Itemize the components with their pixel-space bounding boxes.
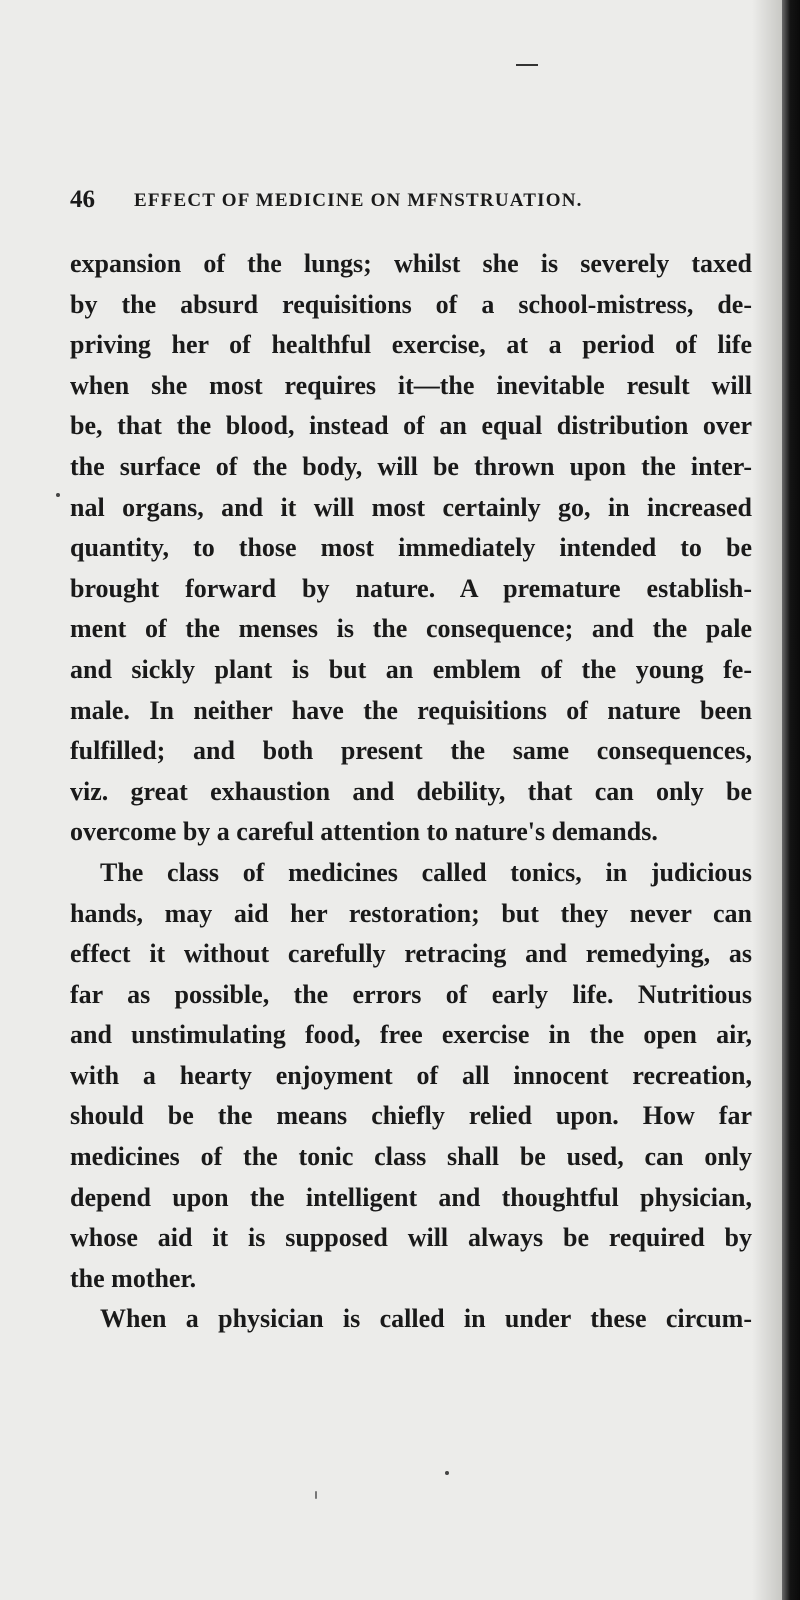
book-binding-edge: [782, 0, 800, 1600]
text-line: by the absurd requisitions of a school-mistress, de-: [70, 289, 752, 319]
text-line: overcome by a careful attention to nature's demands.: [70, 817, 658, 847]
text-line: effect it without carefully retracing and remedying, as: [70, 939, 752, 969]
text-line: should be the means chiefly relied upon. How far: [70, 1101, 752, 1131]
text-line: the surface of the body, will be thrown upon the inter-: [70, 451, 752, 481]
text-line: be, that the blood, instead of an equal distribution over: [70, 411, 752, 441]
text-line: ment of the menses is the consequence; and the pale: [70, 614, 752, 644]
text-line: depend upon the intelligent and thoughtful physician,: [70, 1182, 752, 1212]
running-title: EFFECT OF MEDICINE ON MFNSTRUATION.: [134, 190, 583, 211]
text-line: when she most requires it—the inevitable result will: [70, 370, 752, 400]
text-line: brought forward by nature. A premature establish-: [70, 573, 752, 603]
text-line: viz. great exhaustion and debility, that can only be: [70, 776, 752, 806]
text-line: with a hearty enjoyment of all innocent recreation,: [70, 1060, 752, 1090]
text-line: the mother.: [70, 1263, 197, 1293]
printer-mark: [516, 64, 538, 66]
text-line: and unstimulating food, free exercise in the open air,: [70, 1020, 752, 1050]
paper-speck: [56, 493, 60, 497]
page-number: 46: [70, 186, 95, 213]
text-line: priving her of healthful exercise, at a period of life: [70, 330, 752, 360]
text-line: far as possible, the errors of early life. Nutritious: [70, 979, 752, 1009]
text-line: hands, may aid her restoration; but they never can: [70, 898, 752, 928]
text-line: fulfilled; and both present the same consequences,: [70, 736, 752, 766]
running-head: [70, 185, 750, 215]
text-line: medicines of the tonic class shall be used, can only: [70, 1142, 752, 1172]
text-line: When a physician is called in under these circum-: [100, 1304, 752, 1334]
body-text: [70, 244, 752, 1340]
paper-speck: [445, 1471, 449, 1475]
text-line: expansion of the lungs; whilst she is severely taxed: [70, 249, 752, 278]
text-line: male. In neither have the requisitions of nature been: [70, 695, 752, 725]
text-line: nal organs, and it will most certainly go, in increased: [70, 492, 752, 522]
text-line: and sickly plant is but an emblem of the young fe-: [70, 654, 752, 684]
text-line: whose aid it is supposed will always be required by: [70, 1223, 752, 1253]
paper-speck: [315, 1491, 317, 1499]
text-line: The class of medicines called tonics, in judicious: [100, 857, 752, 887]
text-line: quantity, to those most immediately intended to be: [70, 533, 752, 563]
page-gutter-shadow: [752, 0, 782, 1600]
